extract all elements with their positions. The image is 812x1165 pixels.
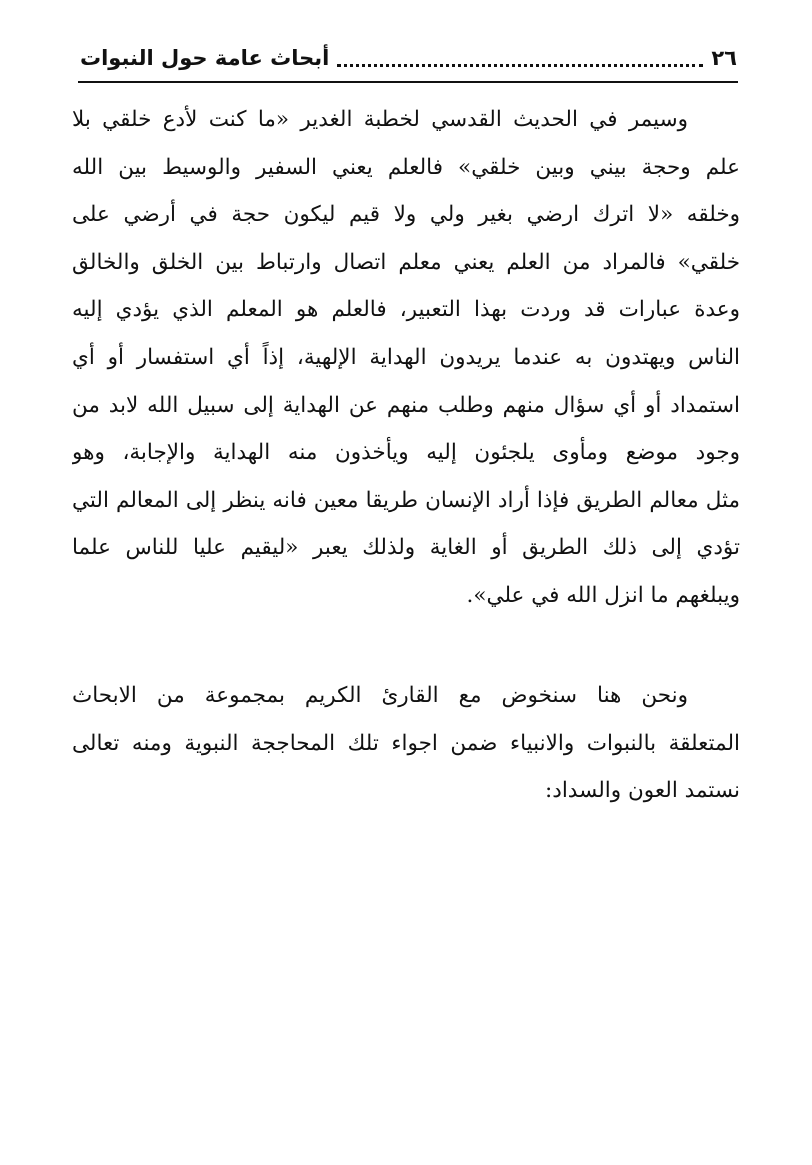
page-number: ٢٦: [711, 46, 737, 70]
text-line: [72, 672, 740, 720]
text-line: الناس ويهتدون به عندما يريدون الهداية الإلهية، إذاً أي استفسار أو أي: [72, 344, 740, 370]
text-line: وخلقه «لا اترك ارضي بغير ولي ولا قيم ليكون حجة في أرضي على: [72, 202, 740, 228]
text-line: [72, 96, 740, 144]
text-line-content: ونحن هنا سنخوض مع القارئ الكريم بمجموعة من الابحاث: [72, 683, 688, 708]
paragraph-2: [72, 672, 740, 815]
text-line: خلقي» فالمراد من العلم يعني معلم اتصال وارتباط بين الخلق والخالق: [72, 249, 740, 275]
text-line: ويبلغهم ما انزل الله في علي».: [466, 582, 740, 608]
text-line: تؤدي إلى ذلك الطريق أو الغاية ولذلك يعبر «ليقيم عليا للناس علما: [72, 535, 740, 561]
header-dot-leader: [337, 58, 703, 67]
text-line: وعدة عبارات قد وردت بهذا التعبير، فالعلم هو المعلم الذي يؤدي إليه: [72, 297, 740, 323]
page-header: [80, 38, 737, 78]
text-line: وجود موضع ومأوى يلجئون إليه ويأخذون منه الهداية والإجابة، وهو: [72, 440, 740, 466]
text-line: نستمد العون والسداد:: [545, 778, 740, 804]
header-rule: [78, 81, 738, 83]
text-line: علم وحجة بيني وبين خلقي» فالعلم يعني السفير والوسيط بين الله: [72, 154, 740, 180]
text-line: استمداد أو أي سؤال منهم وطلب منهم عن الهداية إلى سبيل الله لابد من: [72, 392, 740, 418]
running-title: أبحاث عامة حول النبوات: [80, 46, 330, 70]
text-line-content: وسيمر في الحديث القدسي لخطبة الغدير «ما كنت لأدع خلقي بلا: [72, 107, 688, 132]
text-line: المتعلقة بالنبوات والانبياء ضمن اجواء تلك المحاججة النبوية ومنه تعالى: [72, 730, 740, 756]
text-line: مثل معالم الطريق فإذا أراد الإنسان طريقا معين فانه ينظر إلى المعالم التي: [72, 487, 740, 513]
paragraph-1: [72, 96, 740, 620]
